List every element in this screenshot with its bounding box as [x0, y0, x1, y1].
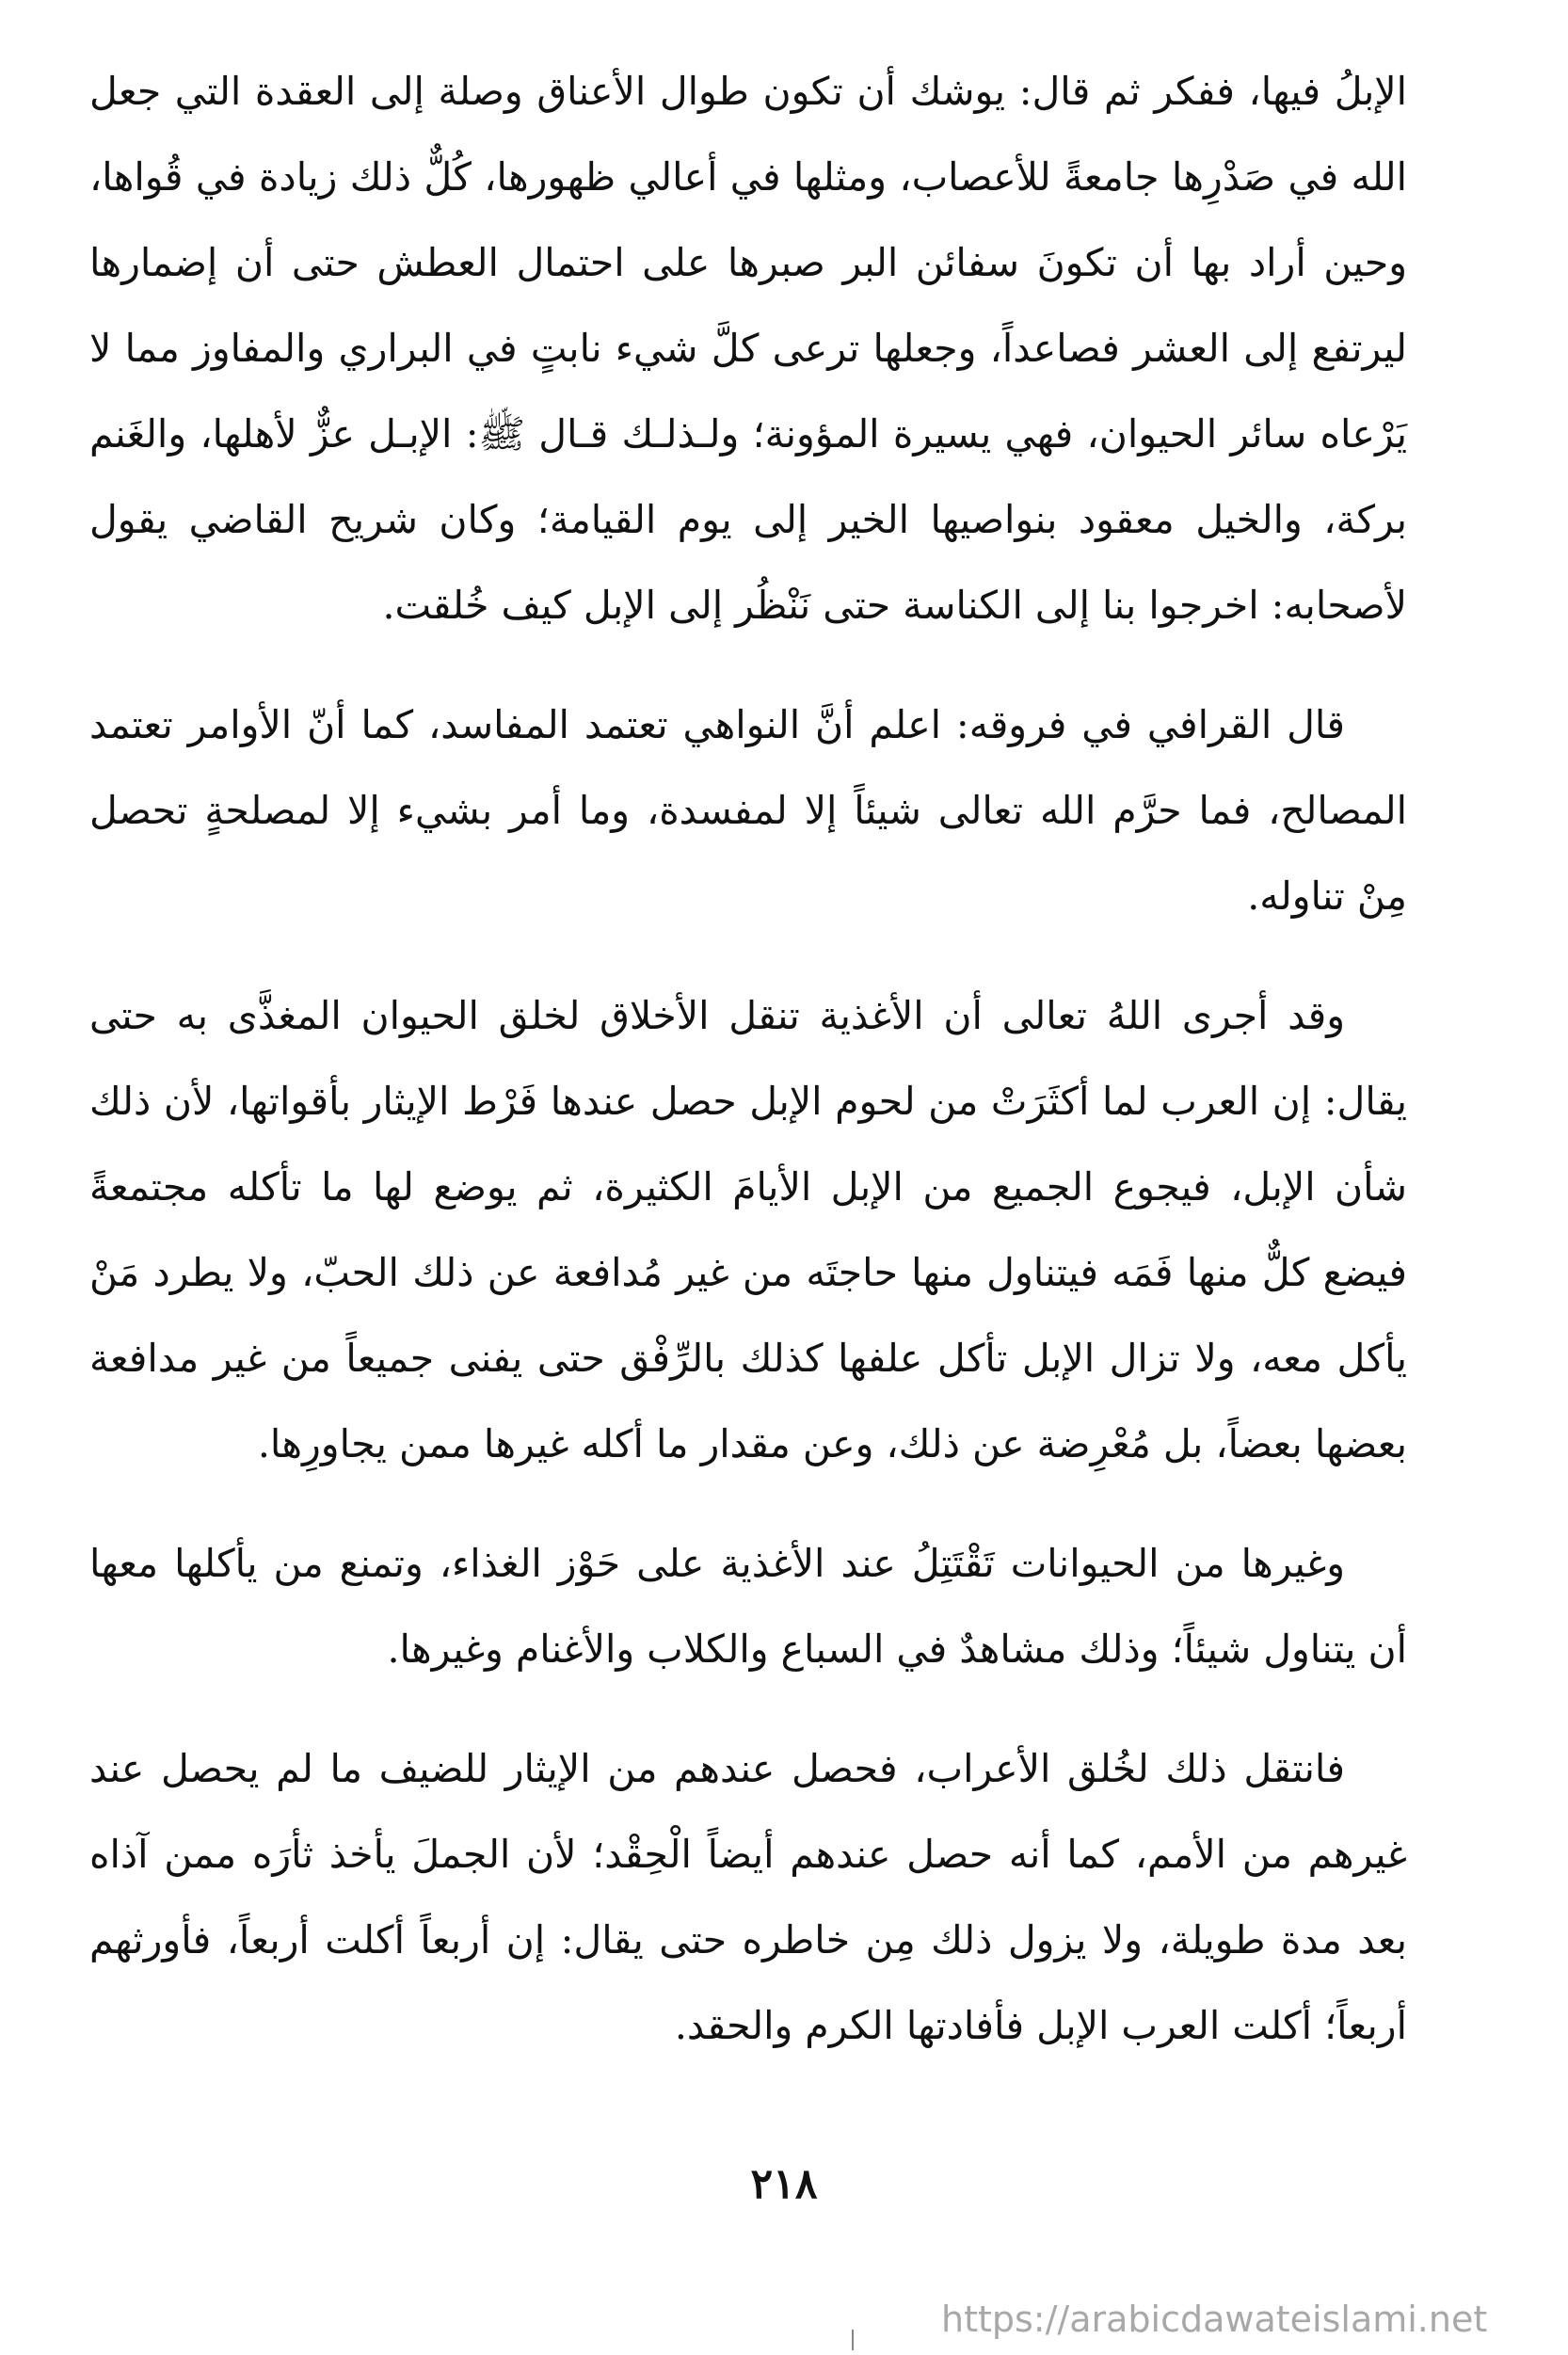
body-text — [89, 49, 1407, 2103]
paragraph-3: وقد أجرى اللهُ تعالى أن الأغذية تنقل الأخلاق لخلق الحيوان المغذَّى به حتى يقال: إن العرب لما أكثَرَتْ من لحوم الإبل حصل عندها فَرْط الإيثار بأقواتها، لأن ذلك شأن الإبل، فيجوع الجميع من الإبل الأيامَ الكثيرة، ثم يوضع لها ما تأكله مجتمعةً فيضع كلٌّ منها فَمَه فيتناول منها حاجتَه من غير مُدافعة عن ذلك الحبّ، ولا يطرد مَنْ يأكل معه، ولا تزال الإبل تأكل علفها كذلك بالرِّفْق حتى يفنى جميعاً من غير مدافعة بعضها بعضاً، بل مُعْرِضة عن ذلك، وعن مقدار ما أكله غيرها ممن يجاورِها. — [89, 993, 1407, 1466]
paragraph-1: الإبلُ فيها، ففكر ثم قال: يوشك أن تكون طوال الأعناق وصلة إلى العقدة التي جعل الله في صَدْرِها جامعةً للأعصاب، ومثلها في أعالي ظهورها، كُلٌّ ذلك زيادة في قُواها، وحين أراد بها أن تكونَ سفائن البر صبرها على احتمال العطش حتى أن إضمارها ليرتفع إلى العشر فصاعداً، وجعلها ترعى كلَّ شيء نابتٍ في البراري والمفاوز مما لا يَرْعاه سائر الحيوان، فهي يسيرة المؤونة؛ ولـذلـك قـال ﷺ: الإبـل عزٌّ لأهلها، والغَنم بركة، والخيل معقود بنواصيها الخير إلى يوم القيامة؛ وكان شريح القاضي يقول لأصحابه: اخرجوا بنا إلى الكناسة حتى نَنْظُر إلى الإبل كيف خُلقت. — [89, 69, 1407, 628]
paragraph-4: وغيرها من الحيوانات تَقْتَتِلُ عند الأغذية على حَوْز الغذاء، وتمنع من يأكلها معها أن يتناول شيئاً؛ وذلك مشاهدٌ في السباع والكلاب والأغنام وغيرها. — [89, 1541, 1407, 1672]
page-number: ٢١٨ — [750, 2160, 818, 2208]
paragraph-5: فانتقل ذلك لخُلق الأعراب، فحصل عندهم من الإيثار للضيف ما لم يحصل عند غيرهم من الأمم، كما أنه حصل عندهم أيضاً الْحِقْد؛ لأن الجملَ يأخذ ثأرَه ممن آذاه بعد مدة طويلة، ولا يزول ذلك مِن خاطره حتى يقال: إن أربعاً أكلت أربعاً، فأورثهم أربعاً؛ أكلت العرب الإبل فأفادتها الكرم والحقد. — [89, 1746, 1407, 2048]
watermark-url: https://arabicdawateislami.net — [941, 2299, 1488, 2340]
scan-artifact-mark — [852, 2330, 854, 2350]
paragraph-2: قال القرافي في فروقه: اعلم أنَّ النواهي تعتمد المفاسد، كما أنّ الأوامر تعتمد المصالح، فما حرَّم الله تعالى شيئاً إلا لمفسدة، وما أمر بشيء إلا لمصلحةٍ تحصل مِنْ تناوله. — [89, 702, 1407, 919]
